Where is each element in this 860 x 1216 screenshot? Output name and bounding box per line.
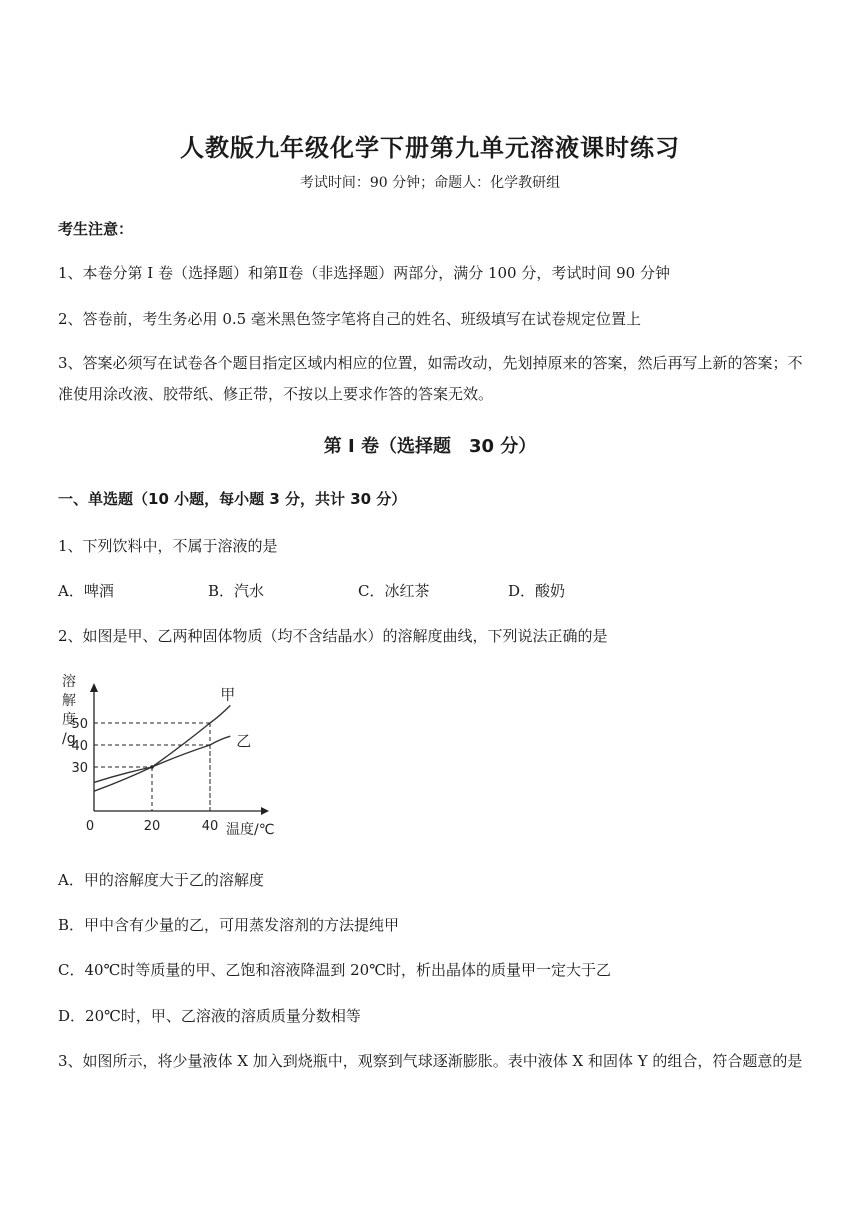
y-axis-label: 溶 [62,674,76,690]
y-tick-label: 50 [71,717,88,732]
x-tick-label: 20 [143,819,161,834]
y-tick-label: 40 [71,739,88,754]
x-axis-arrow [261,807,269,815]
x-tick-label: 0 [85,819,95,834]
q1-option-b[interactable]: B．汽水 [208,582,265,600]
q2-option-d[interactable]: D．20℃时，甲、乙溶液的溶质质量分数相等 [58,1007,361,1025]
notice-item-1: 1、本卷分第 I 卷（选择题）和第Ⅱ卷（非选择题）两部分，满分 100 分，考试时间 90 分钟 [58,264,670,282]
x-axis-label: 温度/℃ [226,822,275,838]
exam-info: 考试时间：90 分钟；命题人：化学教研组 [299,175,561,191]
part-heading: 一、单选题（10 小题，每小题 3 分，共计 30 分） [58,490,407,508]
intersection-point [150,765,154,769]
x-tick-label: 40 [201,819,219,834]
q1-option-c[interactable]: C．冰红茶 [358,582,430,600]
question-3-stem: 3、如图所示，将少量液体 X 加入到烧瓶中，观察到气球逐渐膨胀。表中液体 X 和固体 Y 的组合，符合题意的是 [58,1052,803,1070]
solubility-chart [56,668,296,848]
q1-option-a[interactable]: A．啤酒 [58,582,114,600]
y-axis-arrow [90,683,98,692]
q2-option-b[interactable]: B．甲中含有少量的乙，可用蒸发溶剂的方法提纯甲 [58,916,400,934]
series-jia-label: 甲 [220,685,236,704]
notice-heading: 考生注意： [58,220,134,238]
q2-option-c[interactable]: C．40℃时等质量的甲、乙饱和溶液降温到 20℃时，析出晶体的质量甲一定大于乙 [58,961,611,979]
series-yi-label: 乙 [236,732,252,751]
question-2-stem: 2、如图是甲、乙两种固体物质（均不含结晶水）的溶解度曲线，下列说法正确的是 [58,627,608,645]
section-title: 第 I 卷（选择题 30 分） [323,436,537,457]
page-title: 人教版九年级化学下册第九单元溶液课时练习 [180,134,680,162]
y-tick-label: 30 [71,761,88,776]
notice-item-3: 3、答案必须写在试卷各个题目指定区域内相应的位置，如需改动，先划掉原来的答案，然后再写上新的答案；不准使用涂改液、胶带纸、修正带，不按以上要求作答的答案无效。 [58,354,803,403]
question-1-stem: 1、下列饮料中，不属于溶液的是 [58,537,278,555]
q1-option-d[interactable]: D．酸奶 [508,582,566,600]
q2-option-a[interactable]: A．甲的溶解度大于乙的溶解度 [58,871,264,889]
notice-item-2: 2、答卷前，考生务必用 0.5 毫米黑色签字笔将自己的姓名、班级填写在试卷规定位置上 [58,310,641,328]
y-axis-label: 度 [62,712,76,728]
y-axis-label: /g [62,731,76,747]
y-axis-label: 解 [62,693,76,709]
